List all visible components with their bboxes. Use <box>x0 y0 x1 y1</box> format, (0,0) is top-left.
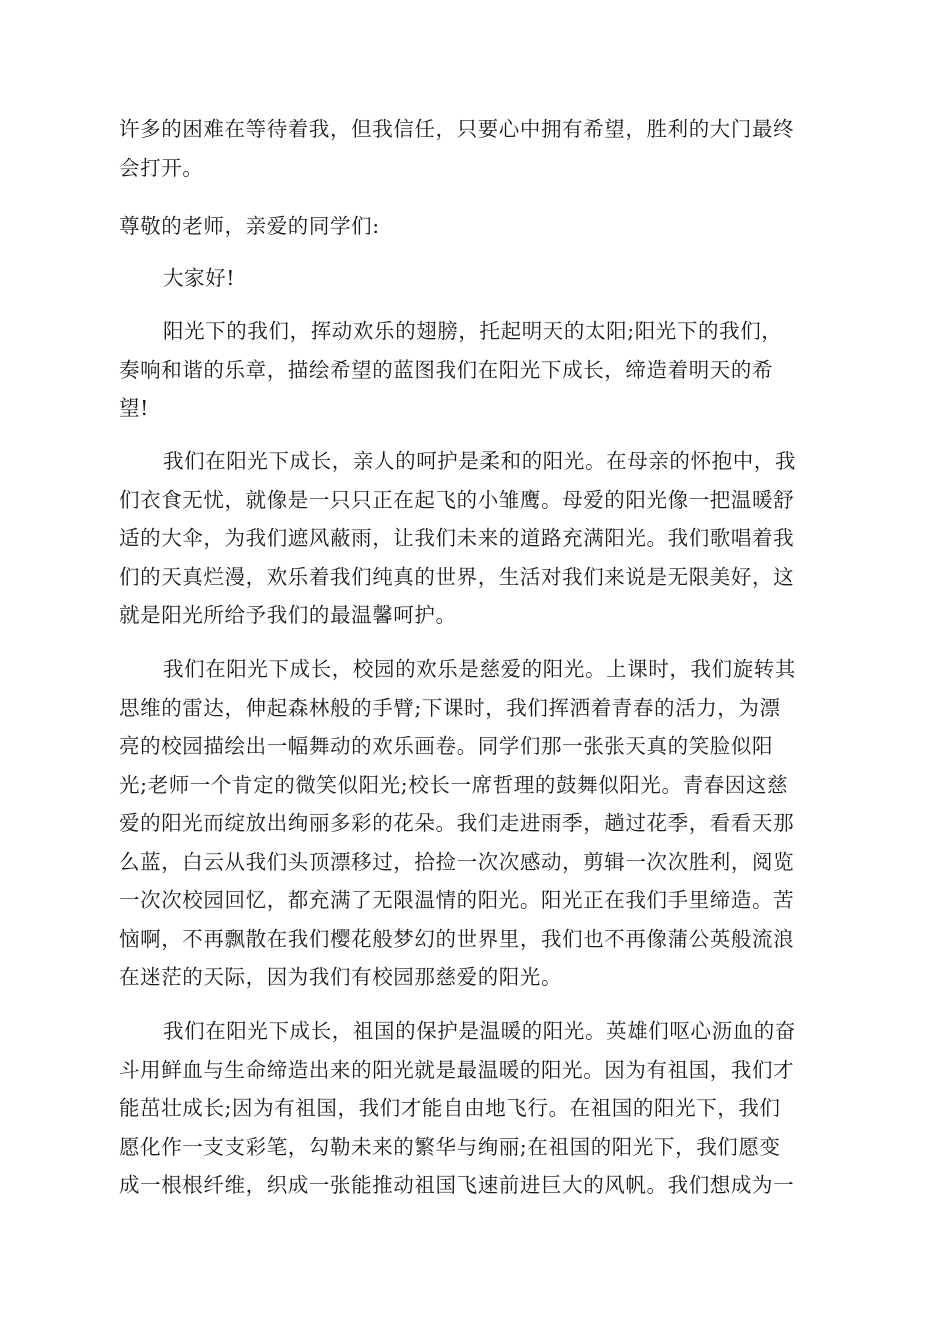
text-line: 思维的雷达，伸起森林般的手臂;下课时，我们挥洒着青春的活力，为漂 <box>119 695 781 720</box>
paragraph-motherland <box>119 1012 831 1205</box>
text-line: 尊敬的老师，亲爱的同学们: <box>119 214 380 238</box>
text-line: 大家好! <box>163 266 236 290</box>
text-line: 一次次校园回忆，都充满了无限温情的阳光。阳光正在我们手里缔造。苦 <box>119 888 795 912</box>
text-line: 就是阳光所给予我们的最温馨呵护。 <box>119 603 457 627</box>
text-line: 斗用鲜血与生命缔造出来的阳光就是最温暖的阳光。因为有祖国，我们才 <box>119 1057 795 1082</box>
text-line: 们衣食无忧，就像是一只只正在起飞的小雏鹰。母爱的阳光像一把温暖舒 <box>119 487 795 512</box>
text-line: 爱的阳光而绽放出绚丽多彩的花朵。我们走进雨季，趟过花季，看看天那 <box>119 811 795 835</box>
text-line: 许多的困难在等待着我，但我信任，只要心中拥有希望，胜利的大门最终 <box>119 117 795 141</box>
text-line: 愿化作一支支彩笔，勾勒未来的繁华与绚丽;在祖国的阳光下，我们愿变 <box>119 1134 781 1159</box>
text-line: 能茁壮成长;因为有祖国，我们才能自由地飞行。在祖国的阳光下，我们 <box>119 1096 781 1120</box>
paragraph-school <box>119 650 831 997</box>
paragraph-opening <box>119 312 831 428</box>
salutation <box>119 207 831 246</box>
text-line: 么蓝，白云从我们头顶漂移过，拾捡一次次感动，剪辑一次次胜利，阅览 <box>119 849 795 874</box>
text-line: 亮的校园描绘出一幅舞动的欢乐画卷。同学们那一张张天真的笑脸似阳 <box>119 734 774 758</box>
text-line: 适的大伞，为我们遮风蔽雨，让我们未来的道路充满阳光。我们歌唱着我 <box>119 526 795 550</box>
text-line: 成一根根纤维，织成一张能推动祖国飞速前进巨大的风帆。我们想成为一 <box>119 1173 795 1197</box>
text-line: 光;老师一个肯定的微笑似阳光;校长一席哲理的鼓舞似阳光。青春因这慈 <box>119 772 789 797</box>
text-line: 望! <box>119 396 149 420</box>
text-line: 我们在阳光下成长，校园的欢乐是慈爱的阳光。上课时，我们旋转其 <box>163 657 796 681</box>
greeting <box>119 259 831 298</box>
text-line: 会打开。 <box>119 155 204 180</box>
text-line: 恼啊，不再飘散在我们樱花般梦幻的世界里，我们也不再像蒲公英般流浪 <box>119 926 795 951</box>
text-line: 阳光下的我们，挥动欢乐的翅膀，托起明天的太阳;阳光下的我们， <box>163 319 783 343</box>
paragraph-family <box>119 442 831 635</box>
text-line: 们的天真烂漫，欢乐着我们纯真的世界，生活对我们来说是无限美好，这 <box>119 564 795 589</box>
text-line: 在迷茫的天际，因为我们有校园那慈爱的阳光。 <box>119 965 563 989</box>
text-line: 奏响和谐的乐章，描绘希望的蓝图我们在阳光下成长，缔造着明天的希 <box>119 357 774 382</box>
text-line: 我们在阳光下成长，亲人的呵护是柔和的阳光。在母亲的怀抱中，我 <box>163 449 796 473</box>
paragraph-intro <box>119 110 831 187</box>
text-line: 我们在阳光下成长，祖国的保护是温暖的阳光。英雄们呕心沥血的奋 <box>163 1019 796 1043</box>
